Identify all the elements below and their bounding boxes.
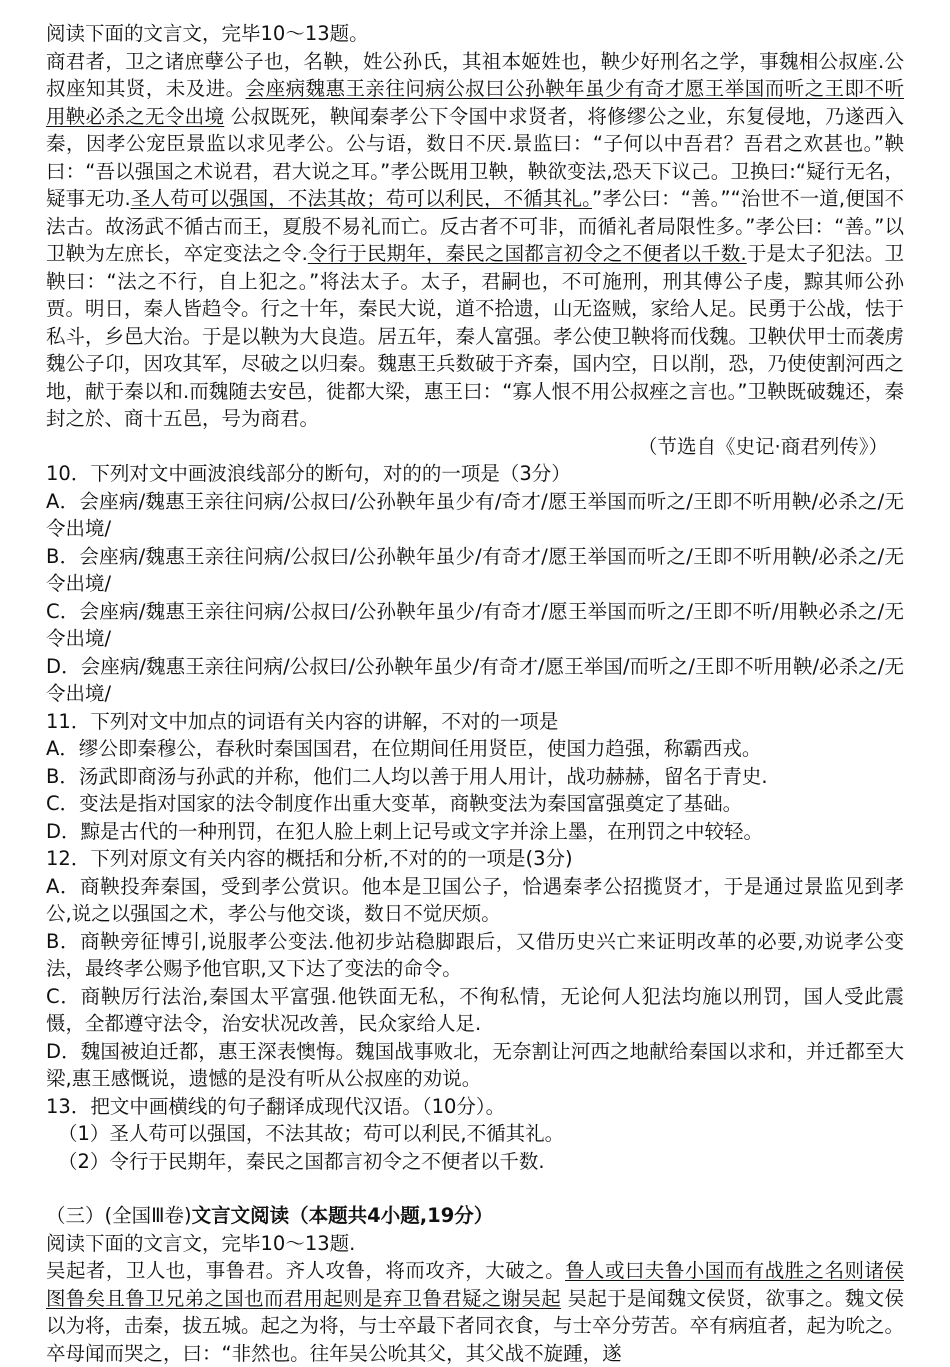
section3-text-a: 吴起者，卫人也，事鲁君。齐人攻鲁，将而攻齐，大破之。	[46, 1259, 566, 1282]
section3-intro: 阅读下面的文言文，完毕10～13题.	[46, 1231, 356, 1255]
q13-stem: 13．把文中画横线的句子翻译成现代汉语。（10分）。	[46, 1094, 506, 1118]
section3-heading-title: 文言文阅读（本题共4小题,19分）	[191, 1204, 494, 1227]
q10-option-c: C．会座病/魏惠王亲往问病/公叔曰/公孙鞅年虽少/有奇才/愿王举国而听之/王即不听/用鞅必杀之/无令出境/	[46, 599, 904, 650]
passage1-text-a: 商君者，卫之诸庶孽公子也，名鞅，姓公孙氏，其祖本姬姓也，鞅少好刑名之学，事魏相公叔座.公叔座知其贤，未及进。	[46, 49, 904, 100]
q10-option-d: D．会座病/魏惠王亲往问病/公叔曰/公孙鞅年虽少/有奇才/愿王举国/而听之/王即不听用鞅/必杀之/无令出境/	[46, 654, 904, 705]
q11-stem: 11．下列对文中加点的词语有关内容的讲解，不对的一项是	[46, 709, 559, 733]
q12-option-c: C．商鞅厉行法治,秦国太平富强.他铁面无私，不徇私情，无论何人犯法均施以刑罚，国人受此震慑，全都遵守法令，治安状况改善，民众家给人足.	[46, 984, 904, 1035]
q12-option-b: B．商鞅旁征博引,说服孝公变法.他初步站稳脚跟后，又借历史兴亡来证明改革的必要,劝说孝公变法，最终孝公赐予他官职,又下达了变法的命令。	[46, 929, 904, 980]
passage1-intro: 阅读下面的文言文，完毕10～13题。	[46, 22, 369, 45]
passage1-text-b: 公叔既死，鞅闻秦孝公下令国中求贤者，将修缪公之业，东复侵地，乃遂西入秦，因孝公宠臣景监以求见孝公。公与语，数日不厌.景监曰：“子何以中吾君？吾君之欢甚也。”鞅曰：“吾以强国之术说君，君大说之耳。”孝公既用卫鞅，鞅欲变法,恐天下议己。卫换曰:“疑行无名，疑事无功.	[46, 104, 904, 210]
q11-option-c: C．变法是指对国家的法令制度作出重大变革，商鞅变法为秦国富强奠定了基础。	[46, 792, 743, 815]
passage1-text	[46, 48, 904, 433]
q11-option-a: A．缪公即秦穆公，春秋时秦国国君，在位期间任用贤臣，使国力趋强，称霸西戎。	[46, 737, 762, 760]
section3-text-b: 吴起于是闻魏文侯贤，欲事之。魏文侯以为将，击秦，拔五城。起之为将，与士卒最下者同衣食，与士卒分劳苦。卒有病疽者，起为吮之。卒母闻而哭之，曰：“非然也。往年吴公吮其父，其父战不旋踵，遂	[46, 1286, 905, 1365]
q12-stem: 12．下列对原文有关内容的概括和分析,不对的的一项是(3分)	[46, 847, 573, 870]
q10-stem: 10．下列对文中画波浪线部分的断句，对的的一项是（3分）	[46, 462, 571, 485]
wavy-underlined-sentence: 会座病魏惠王亲往问病公叔曰公孙鞅年虽少有奇才愿王举国而听之王即不听用鞅必杀之无令出境	[46, 77, 904, 128]
q12-option-d: D．魏国被迫迁都，惠王深表懊悔。魏国战事败北，无奈割让河西之地献给秦国以求和，并迁都至大梁,惠王感慨说，遗憾的是没有听从公叔座的劝说。	[46, 1039, 904, 1090]
underlined-sentence-1: 圣人苟可以强国，不法其故；苟可以利民，不循其礼。	[130, 187, 593, 210]
q11-option-b: B．汤武即商汤与孙武的并称，他们二人均以善于用人用计，战功赫赫，留名于青史.	[46, 764, 768, 788]
section3-heading	[46, 1202, 904, 1230]
section3-heading-prefix: （三）(全国Ⅲ卷)	[46, 1204, 192, 1227]
q10-option-b: B．会座病/魏惠王亲往问病/公叔曰/公孙鞅年虽少/有奇才/愿王举国而听之/王即不听用鞅/必杀之/无令出境/	[46, 544, 904, 595]
section3-text	[46, 1257, 904, 1367]
q13-item-1: （1）圣人苟可以强国，不法其故；苟可以利民,不循其礼。	[58, 1122, 565, 1145]
q12-option-a: A．商鞅投奔秦国，受到孝公赏识。他本是卫国公子，恰遇秦孝公招揽贤才，于是通过景监见到孝公,说之以强国之术，孝公与他交谈，数日不觉厌烦。	[46, 874, 904, 925]
section-gap	[46, 1175, 904, 1202]
q10-option-a: A．会座病/魏惠王亲往问病/公叔曰/公孙鞅年虽少有/奇才/愿王举国而听之/王即不听用鞅/必杀之/无令出境/	[46, 489, 904, 540]
q13-item-2: （2）令行于民期年，秦民之国都言初令之不便者以千数.	[58, 1149, 545, 1173]
passage1-source: （节选自《史记·商君列传》）	[638, 434, 888, 458]
section3-wavy-underlined-sentence: 鲁人或曰夫鲁小国而有战胜之名则诸侯图鲁矣且鲁卫兄弟之国也而君用起则是弃卫鲁君疑之谢吴起	[46, 1259, 904, 1310]
underlined-sentence-2: 令行于民期年，秦民之国都言初令之不便者以千数.	[307, 242, 747, 265]
q11-option-d: D．黥是古代的一种刑罚，在犯人脸上刺上记号或文字并涂上墨，在刑罚之中较轻。	[46, 819, 764, 843]
passage1-text-d: 于是太子犯法。卫鞅曰：“法之不行，自上犯之。”将法太子。太子，君嗣也，不可施刑，刑其傅公子虔，黥其师公孙贾。明日，秦人皆趋令。行之十年，秦民大说，道不拾遗，山无盗贼，家给人足。民勇于公战，怯于私斗，乡邑大治。于是以鞅为大良造。居五年，秦人富强。孝公使卫鞅将而伐魏。卫鞅伏甲士而袭虏魏公子卬，因攻其军，尽破之以归秦。魏惠王兵数破于齐秦，国内空，日以削，恐，乃使使割河西之地，献于秦以和.而魏随去安邑，徙都大梁，惠王曰：“寡人恨不用公叔痤之言也。”卫鞅既破魏还，秦封之於、商十五邑，号为商君。	[46, 242, 905, 430]
passage1-text-c: ”孝公曰：“善。”“治世不一道,便国不法古。故汤武不循古而王，夏殷不易礼而亡。反古者不可非，而循礼者局限性多。”孝公曰：“善。”以卫鞅为左庶长，卒定变法之令.	[46, 187, 905, 265]
